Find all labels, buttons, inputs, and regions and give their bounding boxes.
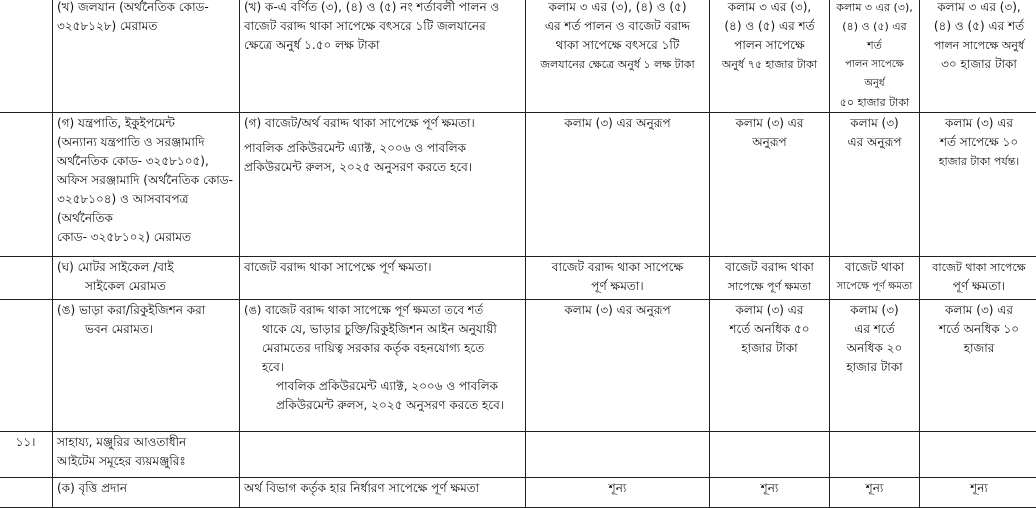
level5-power-cell <box>830 257 920 300</box>
ministry-line: হবে। <box>244 358 521 377</box>
level4-power-cell <box>710 300 830 432</box>
dept-line: পূর্ণ ক্ষমতা। <box>530 277 705 296</box>
serial-cell <box>0 432 53 478</box>
dept-line: কলাম ৩ এর (৩), (৪) ও (৫) <box>530 0 705 17</box>
l5-line: শূন্য <box>834 479 915 498</box>
l4-line: কলাম ৩ এর (৩), <box>714 0 825 17</box>
item-line: (ঙ) ভাড়া করা/রিকুইজিশন করা <box>57 301 235 320</box>
level6-power-cell <box>920 300 1036 432</box>
procurement-note-line: পাবলিক প্রকিউরমেন্ট এ্যাক্ট, ২০০৬ ও পাবলিক <box>244 377 521 396</box>
level4-power-cell <box>710 0 830 113</box>
ministry-power-cell <box>240 257 526 300</box>
department-power-cell <box>526 478 710 508</box>
item-line: সাইকেল মেরামত <box>57 277 235 296</box>
l5-line: হাজার টাকা <box>834 358 915 377</box>
dept-line: শূন্য <box>530 479 705 498</box>
l4-line: কলাম (৩) এর <box>714 114 825 133</box>
level5-power-cell <box>830 0 920 113</box>
l6-line: বাজেট থাকা সাপেক্ষে <box>924 258 1034 277</box>
l4-line: (৪) ও (৫) এর শর্ত <box>714 17 825 36</box>
item-cell <box>53 432 240 478</box>
l4-line: কলাম (৩) এর <box>714 301 825 320</box>
item-line: ৩২৫৮১২৮) মেরামত <box>57 17 235 36</box>
l6-line: পালন সাপেক্ষে অনুর্ধ <box>924 36 1034 55</box>
l6-line: শর্তে অনধিক ১০ <box>924 320 1034 339</box>
level5-power-cell <box>830 478 920 508</box>
l5-line: পালন সাপেক্ষে অনুর্ধ <box>834 55 915 93</box>
ministry-line: (ঙ) বাজেট বরাদ্দ থাকা সাপেক্ষে পূর্ণ ক্ষমতা তবে শর্ত <box>244 301 521 320</box>
ministry-power-cell <box>240 0 526 113</box>
l6-line: পূর্ণ ক্ষমতা। <box>924 277 1034 296</box>
level6-power-cell <box>920 432 1036 478</box>
level4-power-cell <box>710 478 830 508</box>
item-cell <box>53 113 240 257</box>
l5-line: (৪) ও (৫) এর শর্ত <box>834 17 915 55</box>
dept-line: জলযানের ক্ষেত্রে অনুর্ধ ১ লক্ষ টাকা <box>530 55 705 74</box>
l4-line: বাজেট বরাদ্দ থাকা <box>714 258 825 277</box>
l5-line: এর শর্তে <box>834 320 915 339</box>
item-line: (ক) বৃত্তি প্রদান <box>57 479 235 498</box>
l6-line: হাজার টাকা পর্যন্ত। <box>924 152 1034 171</box>
l4-line: অনুর্ধ ৭৫ হাজার টাকা <box>714 55 825 74</box>
ministry-line: বাজেট বরাদ্দ থাকা সাপেক্ষে বৎসরে ১টি জলযানের <box>244 17 521 36</box>
l6-line: শর্ত সাপেক্ষে ১০ <box>924 133 1034 152</box>
item-line: অর্থনৈতিক কোড- ৩২৫৮১০৫), <box>57 152 235 171</box>
l4-line: পালন সাপেক্ষে <box>714 36 825 55</box>
item-line: (গ) যন্ত্রপাতি, ইকুইপমেন্ট <box>57 114 235 133</box>
item-cell <box>53 257 240 300</box>
level4-power-cell <box>710 257 830 300</box>
l5-line: অনধিক ২০ <box>834 339 915 358</box>
level5-power-cell <box>830 300 920 432</box>
l4-line: হাজার টাকা <box>714 339 825 358</box>
table-row <box>0 0 1036 113</box>
dept-line: কলাম (৩) এর অনুরূপ <box>530 301 705 320</box>
l6-line: হাজার <box>924 339 1034 358</box>
table-row <box>0 478 1036 508</box>
item-line: (ঘ) মোটর সাইকেল /বাই <box>57 258 235 277</box>
l6-line: কলাম ৩ এর (৩), <box>924 0 1034 17</box>
ministry-power-cell <box>240 300 526 432</box>
item-line: (খ) জলযান (অর্থনৈতিক কোড- <box>57 0 235 17</box>
level6-power-cell <box>920 0 1036 113</box>
level4-power-cell <box>710 113 830 257</box>
ministry-power-cell <box>240 478 526 508</box>
serial-number: ১১। <box>16 435 36 449</box>
l4-line: সাপেক্ষে পূর্ণ ক্ষমতা <box>714 277 825 296</box>
dept-line: থাকা সাপেক্ষে বৎসরে ১টি <box>530 36 705 55</box>
ministry-line: মেরামতের দায়িত্ব সরকার কর্তৃক বহনযোগ্য হতে <box>244 339 521 358</box>
item-cell <box>53 300 240 432</box>
ministry-line: ক্ষেত্রে অনুর্ধ ১.৫০ লক্ষ টাকা <box>244 36 521 55</box>
department-power-cell <box>526 113 710 257</box>
table-row <box>0 257 1036 300</box>
dept-line: এর শর্ত পালন ও বাজেট বরাদ্দ <box>530 17 705 36</box>
procurement-note-line: প্রকিউরমেন্ট রুলস, ২০২৫ অনুসরণ করতে হবে। <box>244 158 521 177</box>
level5-power-cell <box>830 113 920 257</box>
level6-power-cell <box>920 113 1036 257</box>
table-row <box>0 432 1036 478</box>
l6-line: কলাম (৩) এর <box>924 114 1034 133</box>
item-line: কোড- ৩২৫৮১০২) মেরামত <box>57 228 235 247</box>
l5-line: কলাম (৩) <box>834 114 915 133</box>
procurement-note-line: প্রকিউরমেন্ট রুলস, ২০২৫ অনুসরণ করতে হবে। <box>244 396 521 415</box>
l5-line: কলাম (৩) <box>834 301 915 320</box>
l4-line: শূন্য <box>714 479 825 498</box>
l6-line: ৩০ হাজার টাকা <box>924 55 1034 74</box>
table-row <box>0 113 1036 257</box>
item-line: আইটেম সমূহের ব্যয়মঞ্জুরিঃ <box>57 452 235 471</box>
item-line: অফিস সরঞ্জামাদি (অর্থনৈতিক কোড- <box>57 171 235 190</box>
l6-line: কলাম (৩) এর <box>924 301 1034 320</box>
l5-line: সাপেক্ষে পূর্ণ ক্ষমতা <box>834 277 915 296</box>
serial-cell <box>0 0 53 113</box>
level6-power-cell <box>920 257 1036 300</box>
l5-line: এর অনুরূপ <box>834 133 915 152</box>
l5-line: ৫০ হাজার টাকা <box>834 93 915 112</box>
department-power-cell <box>526 0 710 113</box>
level4-power-cell <box>710 432 830 478</box>
ministry-line: (গ) বাজেট/অর্থ বরাদ্দ থাকা সাপেক্ষে পূর্ণ ক্ষমতা। <box>244 114 521 133</box>
l6-line: (৪) ও (৫) এর শর্ত <box>924 17 1034 36</box>
l4-line: অনুরূপ <box>714 133 825 152</box>
serial-cell <box>0 113 53 257</box>
ministry-line: (খ) ক-এ বর্ণিত (৩), (৪) ও (৫) নং শর্তাবলী পালন ও <box>244 0 521 17</box>
serial-cell <box>0 257 53 300</box>
department-power-cell <box>526 300 710 432</box>
ministry-line: থাকে যে, ভাড়ার চুক্তি/রিকুইজিশন আইন অনুযায়ী <box>244 320 521 339</box>
l6-line: শূন্য <box>924 479 1034 498</box>
item-cell <box>53 0 240 113</box>
item-line: (অন্যান্য যন্ত্রপাতি ও সরঞ্জামাদি <box>57 133 235 152</box>
table-row <box>0 300 1036 432</box>
department-power-cell <box>526 432 710 478</box>
item-cell <box>53 478 240 508</box>
l5-line: বাজেট থাকা <box>834 258 915 277</box>
item-line: ভবন মেরামত। <box>57 320 235 339</box>
department-power-cell <box>526 257 710 300</box>
item-line: ৩২৫৮১০৪) ও আসবাবপত্র (অর্থনৈতিক <box>57 190 235 228</box>
serial-cell <box>0 478 53 508</box>
dept-line: কলাম (৩) এর অনুরূপ <box>530 114 705 133</box>
ministry-power-cell <box>240 113 526 257</box>
l4-line: শর্তে অনধিক ৫০ <box>714 320 825 339</box>
serial-cell <box>0 300 53 432</box>
ministry-line: বাজেট বরাদ্দ থাকা সাপেক্ষে পূর্ণ ক্ষমতা। <box>244 258 521 277</box>
l5-line: কলাম ৩ এর (৩), <box>834 0 915 17</box>
ministry-power-cell <box>240 432 526 478</box>
level5-power-cell <box>830 432 920 478</box>
ministry-line: অর্থ বিভাগ কর্তৃক হার নির্ধারণ সাপেক্ষে পূর্ণ ক্ষমতা <box>244 479 521 498</box>
item-line: সাহায্য, মঞ্জুরির আওতাধীন <box>57 433 235 452</box>
level6-power-cell <box>920 478 1036 508</box>
dept-line: বাজেট বরাদ্দ থাকা সাপেক্ষে <box>530 258 705 277</box>
procurement-note-line: পাবলিক প্রকিউরমেন্ট এ্যাক্ট, ২০০৬ ও পাবলিক <box>244 139 521 158</box>
